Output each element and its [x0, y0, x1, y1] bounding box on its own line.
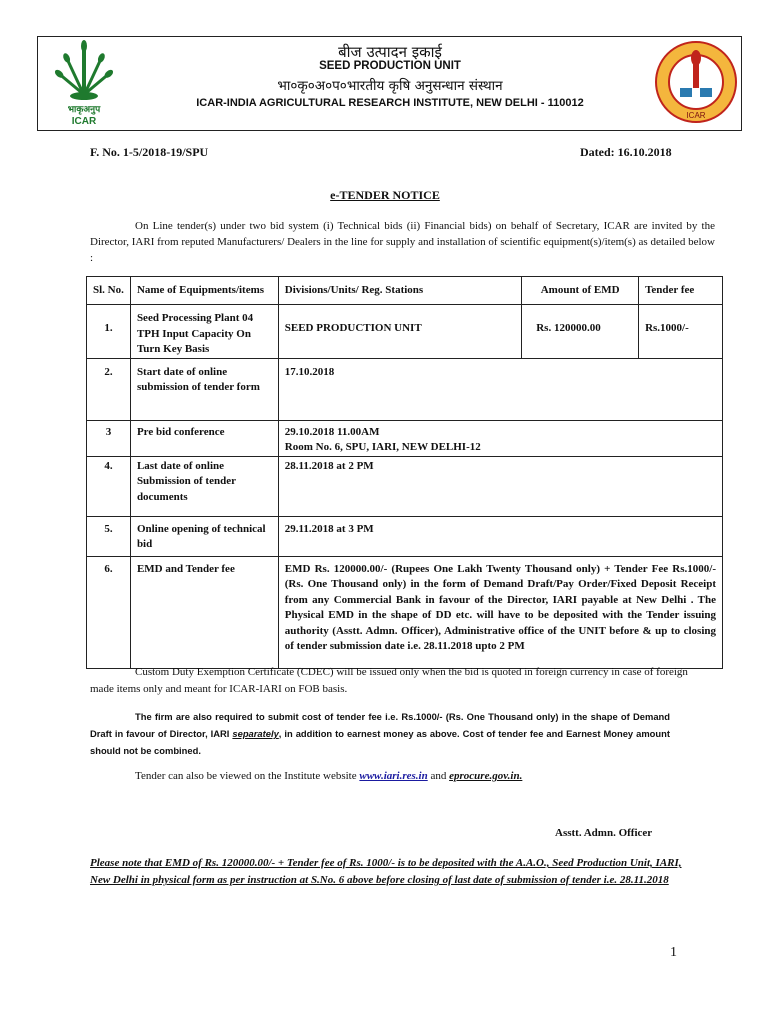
- row-6-item: EMD and Tender fee: [130, 556, 278, 668]
- row-5-item: Online opening of technical bid: [130, 516, 278, 556]
- header-divisions: Divisions/Units/ Reg. Stations: [278, 277, 521, 305]
- table-row: [87, 358, 723, 420]
- custom-duty-paragraph: Custom Duty Exemption Certificate (CDEC) will be issued only when the bid is quoted in foreign currency in case of foreign made items only and meant for ICAR-IARI on FOB basis.: [90, 666, 688, 695]
- row-1-fee: Rs.1000/-: [639, 305, 723, 359]
- please-note: Please note that EMD of Rs. 120000.00/- + Tender fee of Rs. 1000/- is to be deposited with the A.A.O., Seed Production Unit, IARI, New Delhi in physical form as per instruction at S.No. 6 above before closing of last date of submission of tender i.e. 28.11.2018: [90, 857, 682, 886]
- row-3-venue: Room No. 6, SPU, IARI, NEW DELHI-12: [284, 441, 481, 453]
- row-1-division: SEED PRODUCTION UNIT: [278, 305, 521, 359]
- website-prefix: Tender can also be viewed on the Institute website: [135, 770, 360, 782]
- table-row: [87, 420, 723, 456]
- header-institute: ICAR-INDIA AGRICULTURAL RESEARCH INSTITUTE, NEW DELHI - 110012: [196, 97, 584, 109]
- icar-logo: [45, 40, 123, 128]
- file-number: F. No. 1-5/2018-19/SPU: [90, 145, 209, 159]
- firm-paragraph: [90, 708, 670, 759]
- row-3-item: Pre bid conference: [130, 420, 278, 456]
- row-5-value: 29.11.2018 at 3 PM: [278, 516, 722, 556]
- row-2-value: 17.10.2018: [278, 358, 722, 420]
- row-4-value: 28.11.2018 at 2 PM: [278, 456, 722, 516]
- row-1-equipment: Seed Processing Plant 04 TPH Input Capacity On Turn Key Basis: [130, 305, 278, 359]
- row-1-emd: Rs. 120000.00: [522, 305, 639, 359]
- table-header-row: [87, 277, 723, 305]
- iari-logo: [632, 38, 742, 130]
- intro-paragraph: On Line tender(s) under two bid system (i) Technical bids (ii) Financial bids) on behalf of Secretary, ICAR are invited by the Director, IARI from reputed Manufacturers/ Dealers in the line for supply and installation of scientific equipment(s)/item(s) as detailed below :: [90, 220, 715, 264]
- page-number: 1: [670, 945, 677, 960]
- svg-text:ICAR: ICAR: [71, 116, 97, 127]
- row-6-value: EMD Rs. 120000.00/- (Rupees One Lakh Twenty Thousand only) + Tender Fee Rs.1000/- (Rs. One Thousand only) in the form of Demand Draft/Pay Order/Fixed Deposit Receipt from any Commercial Bank in favour of the Director, IARI payable at New Delhi . The Physical EMD in the shape of DD etc. will have to be deposited with the Tender issuing authority (Asstt. Admn. Officer), Administrative office of the UNIT before & up to closing of tender submission date i.e. 28.11.2018 upto 2 PM: [278, 556, 722, 668]
- website-middle: and: [427, 770, 450, 782]
- notice-title: e-TENDER NOTICE: [330, 188, 440, 202]
- row-2-item: Start date of online submission of tender form: [130, 358, 278, 420]
- eprocure-link[interactable]: eprocure.gov.in.: [449, 770, 523, 782]
- table-row: [87, 305, 723, 359]
- header-emd: Amount of EMD: [522, 277, 639, 305]
- signature: Asstt. Admn. Officer: [555, 827, 653, 839]
- row-6-sl: 6.: [87, 556, 131, 668]
- row-3-datetime: 29.10.2018 11.00AM: [284, 425, 380, 438]
- row-3-value: [278, 420, 722, 456]
- tender-table: [86, 276, 723, 669]
- header-unit: SEED PRODUCTION UNIT: [319, 60, 461, 72]
- date: Dated: 16.10.2018: [580, 145, 672, 159]
- header-sl-no: Sl. No.: [87, 277, 131, 305]
- row-1-sl: 1.: [87, 305, 131, 359]
- row-3-sl: 3: [87, 420, 131, 456]
- row-5-sl: 5.: [87, 516, 131, 556]
- header-tender-fee: Tender fee: [639, 277, 723, 305]
- table-row: [87, 456, 723, 516]
- header-hindi-unit: बीज उत्पादन इकाई: [338, 43, 442, 61]
- firm-text-before: The firm are also required to submit cost of tender fee i.e. Rs.1000/- (Rs. One Thousand only) in the shape of Demand Draft in favour of Director, IARI: [90, 711, 670, 739]
- firm-emphasis: separately: [232, 728, 279, 739]
- row-2-sl: 2.: [87, 358, 131, 420]
- website-line: [135, 770, 522, 782]
- header-hindi-institute: भा०कृ०अ०प०भारतीय कृषि अनुसन्धान संस्थान: [277, 78, 503, 94]
- iari-website-link[interactable]: www.iari.res.in: [359, 770, 428, 782]
- svg-text:भाकृअनुप: भाकृअनुप: [67, 105, 101, 115]
- table-row: [87, 556, 723, 668]
- table-row: [87, 516, 723, 556]
- row-4-sl: 4.: [87, 456, 131, 516]
- header-equipment: Name of Equipments/items: [130, 277, 278, 305]
- firm-text-after: , in addition to earnest money as above. Cost of tender fee and Earnest Money amount should not be combined.: [90, 728, 670, 756]
- row-4-item: Last date of online Submission of tender documents: [130, 456, 278, 516]
- svg-text:ICAR: ICAR: [686, 111, 706, 120]
